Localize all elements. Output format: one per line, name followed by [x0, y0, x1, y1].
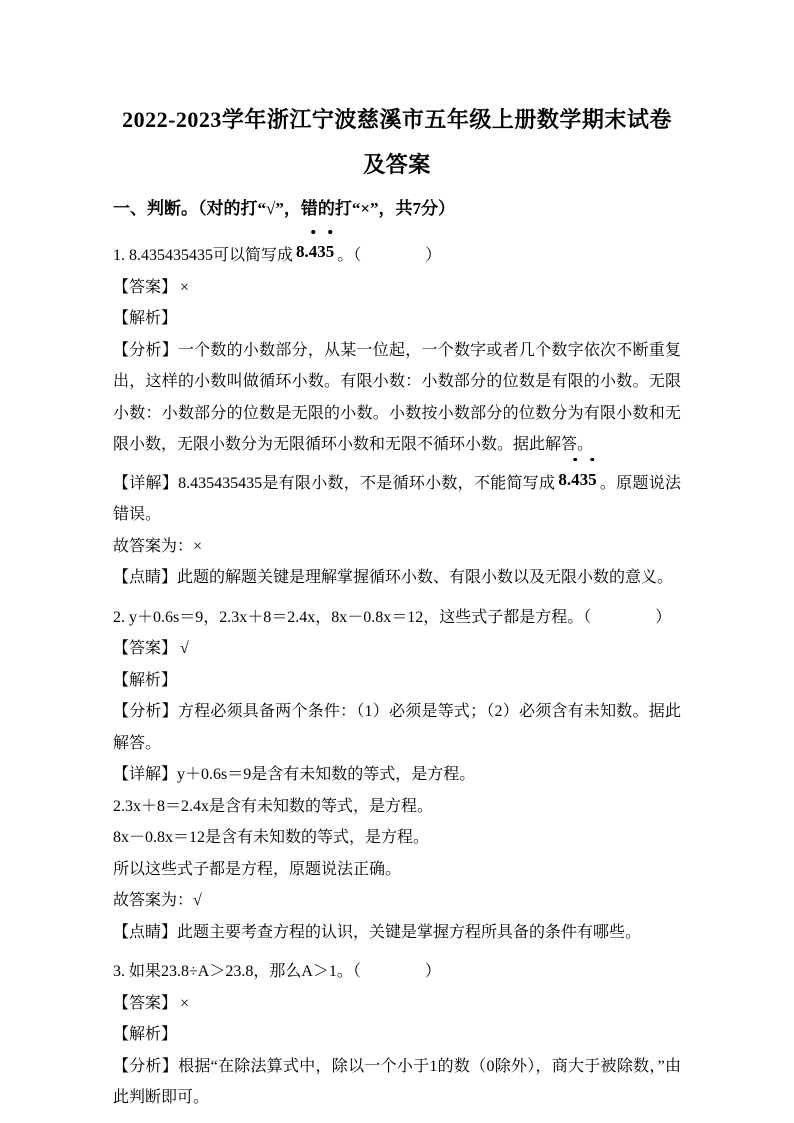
q1-dianjing-paragraph: [113, 562, 681, 594]
q2-fenxi-text: 方程必须具备两个条件：（1）必须是等式；（2）必须含有未知数。据此解答。: [113, 703, 681, 752]
q2-jiexi-line: [113, 665, 681, 697]
q2-fenxi-paragraph: [113, 696, 681, 759]
q1-answer-mark: ×: [180, 278, 190, 296]
q2-dianjing-paragraph: [113, 917, 681, 949]
q2-xiangjie-line-4: 所以这些式子都是方程，原题说法正确。: [113, 860, 402, 878]
jiexi-label: 【解析】: [113, 671, 178, 689]
q2-answer-line: [113, 633, 681, 665]
answer-label: 【答案】: [113, 640, 178, 657]
q1-xiangjie-text-end: 。原题说法错误。: [113, 474, 681, 523]
q1-dianjing-text: 此题的解题关键是理解掌握循环小数、有限小数以及无限小数的意义。: [177, 569, 674, 586]
dotted-digit: 4: [571, 464, 580, 496]
q2-xiangjie-text-1: y＋0.6s＝9是含有未知数的等式，是方程。: [177, 766, 476, 783]
plain-digit: 3: [579, 469, 589, 489]
question-1-text: 1. 8.435435435可以简写成: [113, 247, 294, 264]
answer-label: 【答案】: [113, 994, 178, 1012]
answer-label: 【答案】: [113, 278, 178, 296]
xiangjie-label: 【详解】: [113, 474, 179, 492]
question-3: 3. 如果23.8÷A＞23.8，那么A＞1。（ ）: [113, 963, 441, 980]
q1-conclusion-line: 故答案为：×: [113, 537, 203, 555]
question-1: [113, 239, 681, 272]
repeating-decimal-notation: [558, 470, 596, 489]
q3-answer-mark: ×: [180, 994, 190, 1012]
q1-xiangjie-paragraph: [113, 467, 681, 531]
plain-digit: 3: [317, 242, 326, 261]
q1-jiexi-line: [113, 303, 681, 335]
section-heading-judgment: 一、判断。（对的打“√”，错的打“×”，共7分）: [113, 199, 456, 218]
question-1-parentheses: 。（ ）: [337, 247, 442, 264]
fenxi-label: 【分析】: [113, 703, 178, 720]
q2-dianjing-text: 此题主要考查方程的认识，关键是掌握方程所具备的条件有哪些。: [177, 923, 642, 941]
q2-conclusion-line: 故答案为：√: [113, 892, 202, 909]
q2-answer-mark: √: [180, 640, 189, 657]
xiangjie-label: 【详解】: [113, 766, 178, 783]
q1-fenxi-paragraph: [113, 335, 681, 461]
q3-answer-line: [113, 988, 681, 1020]
dianjing-label: 【点睛】: [113, 923, 178, 941]
repeating-decimal-notation: [296, 242, 334, 261]
question-2: 2. y＋0.6s＝9，2.3x＋8＝2.4x，8x－0.8x＝12，这些式子都是方程。（ ）: [113, 608, 672, 626]
jiexi-label: 【解析】: [113, 310, 178, 327]
q1-fenxi-text: 一个数的小数部分，从某一位起，一个数字或者几个数字依次不断重复出，这样的小数叫做循环小数。有限小数：小数部分的位数是有限的小数。无限小数：小数部分的位数是无限的小数。小数按小数部分的位数分为有限小数和无限小数，无限小数分为无限循环小数和无限不循环小数。据此解答。: [113, 341, 681, 453]
page-title: 2022-2023学年浙江宁波慈溪市五年级上册数学期末试卷及答案: [122, 107, 672, 177]
q3-fenxi-text: 根据“在除法算式中，除以一个小于1的数（0除外），商大于被除数，”由此判断即可。: [113, 1057, 681, 1106]
repeating-decimal-pre: 8.: [296, 242, 309, 261]
dotted-digit: 5: [326, 236, 335, 268]
dotted-digit: 5: [588, 464, 597, 496]
q3-jiexi-line: [113, 1019, 681, 1051]
jiexi-label: 【解析】: [113, 1026, 178, 1043]
q2-xiangjie-line-3: 8x－0.8x＝12是含有未知数的等式，是方程。: [113, 829, 430, 846]
q1-xiangjie-text: 8.435435435是有限小数，不是循环小数，不能简写成: [178, 474, 556, 492]
q2-xiangjie-line-2: 2.3x＋8＝2.4x是含有未知数的等式，是方程。: [113, 797, 434, 815]
q1-answer-line: [113, 272, 681, 304]
q3-fenxi-paragraph: [113, 1051, 681, 1114]
fenxi-label: 【分析】: [113, 1057, 179, 1075]
fenxi-label: 【分析】: [113, 341, 178, 359]
dotted-digit: 4: [309, 236, 318, 268]
dianjing-label: 【点睛】: [113, 569, 178, 586]
document-content: [113, 0, 681, 1114]
repeating-decimal-pre: 8.: [558, 469, 572, 489]
q2-xiangjie-line-1: [113, 759, 681, 791]
